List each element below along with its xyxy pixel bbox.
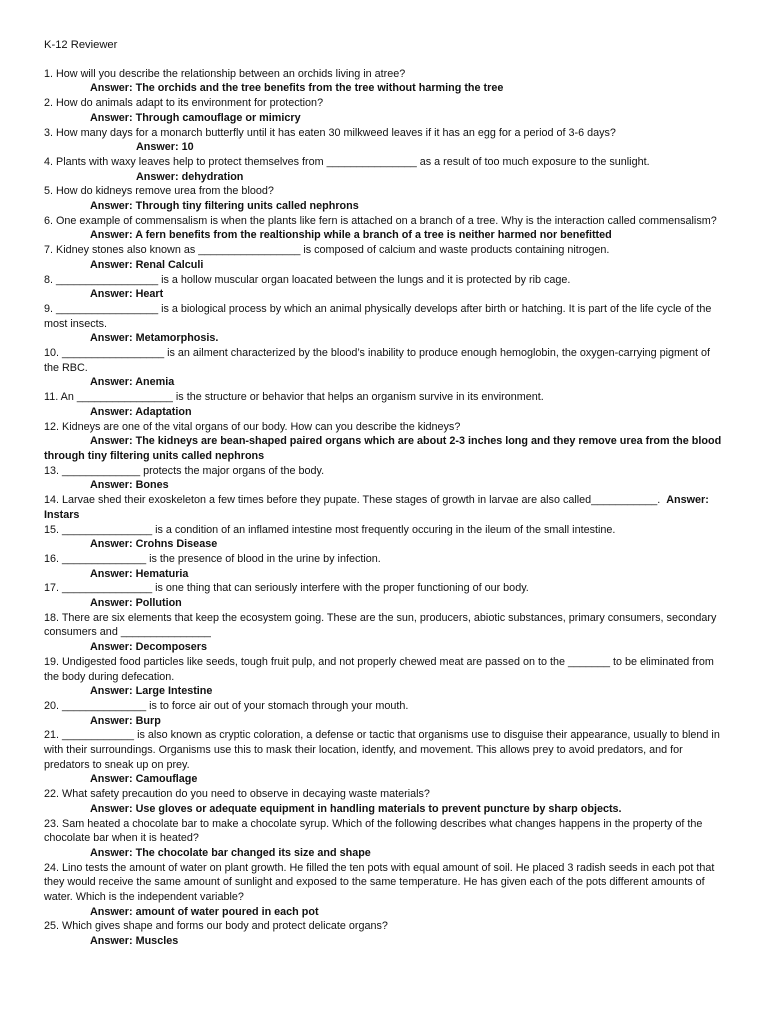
document-title: K-12 Reviewer <box>44 39 118 51</box>
question-text: 25. Which gives shape and forms our body and protect delicate organs? <box>44 920 388 933</box>
question-text: 10. _________________ is an ailment characterized by the blood’s inability to produce enough hemoglobin, the oxygen-carrying pigment of the RBC. <box>44 347 711 374</box>
answer-text: Answer: The orchids and the tree benefits from the tree without harming the tree <box>90 82 504 95</box>
question-item-15 <box>44 523 728 552</box>
answer-text: Answer: Adaptation <box>90 405 192 418</box>
question-item-12 <box>44 420 728 464</box>
question-text: 19. Undigested food particles like seeds, tough fruit pulp, and not properly chewed meat are passed on to the _______ to be eliminated from the body during defecation. <box>44 655 714 683</box>
question-text: 11. An ________________ is the structure or behavior that helps an organism survive in its environment. <box>44 391 544 404</box>
question-item-1 <box>44 67 728 96</box>
answer-text: Answer: Anemia <box>90 376 175 389</box>
question-text: 22. What safety precaution do you need to observe in decaying waste materials? <box>44 788 430 801</box>
answer-text: Answer: Camouflage <box>90 773 198 786</box>
answer-text: Answer: Decomposers <box>90 641 208 654</box>
question-item-5 <box>44 184 728 213</box>
question-text: 13. _____________ protects the major organs of the body. <box>44 464 325 477</box>
question-text: 4. Plants with waxy leaves help to protect themselves from _______________ as a result of too much exposure to the sunlight. <box>44 155 650 168</box>
question-item-3 <box>44 126 728 155</box>
question-text: 9. _________________ is a biological process by which an animal physically develops after birth or hatching. It is part of the life cycle of the most insects. <box>44 302 712 330</box>
question-text: 23. Sam heated a chocolate bar to make a chocolate syrup. Which of the following describes what changes happens in the property of the chocolate bar when it is heated? <box>44 817 703 845</box>
question-item-17 <box>44 581 728 610</box>
question-text: 24. Lino tests the amount of water on plant growth. He filled the ten pots with equal amount of soil. He placed 3 radish seeds in each pot that they would receive the same amount of sunlight and exposed to the same temperature. He has given each of the pots different amounts of water. Which is the independent variable? <box>44 861 715 904</box>
question-text: 16. ______________ is the presence of blood in the urine by infection. <box>44 552 381 565</box>
question-text: 20. ______________ is to force air out of your stomach through your mouth. <box>44 699 409 712</box>
question-text: 3. How many days for a monarch butterfly until it has eaten 30 milkweed leaves if it has an egg for a period of 3-6 days? <box>44 126 616 139</box>
question-item-18 <box>44 611 728 655</box>
answer-text: Answer: Burp <box>90 714 161 727</box>
question-item-16 <box>44 552 728 581</box>
question-text: 5. How do kidneys remove urea from the blood? <box>44 185 274 198</box>
answer-text: Answer: A fern benefits from the realtionship while a branch of a tree is neither harmed nor benefitted <box>90 229 612 242</box>
question-text-inline: 14. Larvae shed their exoskeleton a few times before they pupate. These stages of growth in larvae are also called___________. <box>44 494 661 507</box>
question-item-8 <box>44 273 728 302</box>
answer-text: Answer: Bones <box>90 479 169 492</box>
question-text: 17. _______________ is one thing that can seriously interfere with the proper functioning of our body. <box>44 582 529 595</box>
question-item-21 <box>44 728 728 787</box>
question-item-14 <box>44 493 728 522</box>
question-text: 8. _________________ is a hollow muscular organ loacated between the lungs and it is protected by rib cage. <box>44 273 571 286</box>
question-item-23 <box>44 817 728 861</box>
question-item-10 <box>44 346 728 390</box>
question-item-19 <box>44 655 728 699</box>
answer-text: Answer: Metamorphosis. <box>90 332 219 345</box>
question-item-22 <box>44 787 728 816</box>
answer-text: Answer: Renal Calculi <box>90 258 204 271</box>
answer-text-inline: Answer: Instars <box>44 494 709 521</box>
question-text: 18. There are six elements that keep the ecosystem going. These are the sun, producers, abiotic substances, primary consumers, secondary consumers and _______________ <box>44 611 717 639</box>
answer-text: Answer: Large Intestine <box>90 685 213 698</box>
answer-text: Answer: Pollution <box>90 597 182 610</box>
answer-text: Answer: Use gloves or adequate equipment in handling materials to prevent puncture by sharp objects. <box>90 802 622 815</box>
question-item-24 <box>44 861 728 920</box>
question-text: 1. How will you describe the relationship between an orchids living in atree? <box>44 67 406 80</box>
question-item-9 <box>44 302 728 346</box>
question-item-25 <box>44 919 728 948</box>
answer-text: Answer: The chocolate bar changed its size and shape <box>90 846 371 859</box>
answer-text: Answer: 10 <box>136 141 194 154</box>
question-text: 12. Kidneys are one of the vital organs of our body. How can you describe the kidneys? <box>44 420 461 433</box>
answer-text: Answer: Through camouflage or mimicry <box>90 111 301 124</box>
answer-text: Answer: Hematuria <box>90 567 189 580</box>
answer-text: Answer: Heart <box>90 288 164 301</box>
answer-text: Answer: The kidneys are bean-shaped paired organs which are about 2-3 inches long and they remove urea from the blood through tiny filtering units called nephrons <box>44 435 722 462</box>
answer-text: Answer: Muscles <box>90 935 179 948</box>
answer-text: Answer: Through tiny filtering units called nephrons <box>90 200 359 213</box>
question-item-4 <box>44 155 728 184</box>
question-item-20 <box>44 699 728 728</box>
question-text: 6. One example of commensalism is when the plants like fern is attached on a branch of a tree. Why is the interaction called commensalism? <box>44 214 717 227</box>
question-item-2 <box>44 96 728 125</box>
question-item-11 <box>44 390 728 419</box>
question-text <box>44 493 728 522</box>
answer-text: Answer: amount of water poured in each pot <box>90 905 319 918</box>
question-item-13 <box>44 464 728 493</box>
question-text: 2. How do animals adapt to its environment for protection? <box>44 97 324 110</box>
question-text: 7. Kidney stones also known as _________________ is composed of calcium and waste products containing nitrogen. <box>44 244 610 257</box>
question-text: 21. ____________ is also known as cryptic coloration, a defense or tactic that organisms use to disguise their appearance, usually to blend in with their surroundings. Organisms use this to mask their location, identfy, and movement. This allows prey to avoid predators, and for predators to sneak up on prey. <box>44 729 720 771</box>
answer-text: Answer: Crohns Disease <box>90 538 218 551</box>
question-item-6 <box>44 214 728 243</box>
answer-text: Answer: dehydration <box>136 170 244 183</box>
question-item-7 <box>44 243 728 272</box>
question-text: 15. _______________ is a condition of an inflamed intestine most frequently occuring in the ileum of the small intestine. <box>44 523 616 536</box>
